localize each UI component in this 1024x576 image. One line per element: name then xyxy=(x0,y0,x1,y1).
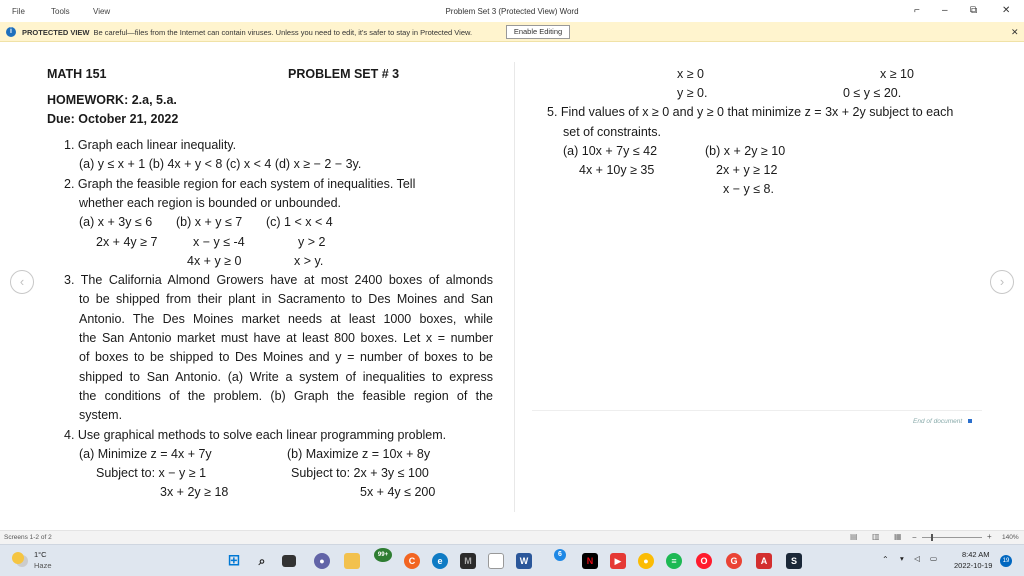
end-marker xyxy=(968,419,972,423)
calculator-icon[interactable] xyxy=(488,553,504,569)
protected-view-bar xyxy=(0,22,1024,42)
problem-2-cont: whether each region is bounded or unbounded. xyxy=(79,196,342,210)
protected-view-message: Be careful—files from the Internet can contain viruses. Unless you need to edit, it's safer to stay in Protected View. xyxy=(93,28,473,37)
problem-5-cont: set of constraints. xyxy=(563,125,661,139)
p5-b-line2: 2x + y ≥ 12 xyxy=(716,163,778,177)
app-icon[interactable]: M xyxy=(460,553,476,569)
screen-count: Screens 1-2 of 2 xyxy=(4,534,52,541)
p4-b-constraint2: 5x + 4y ≤ 200 xyxy=(360,485,436,499)
telegram-icon[interactable]: 6 xyxy=(554,549,566,561)
p2-b-line1: (b) x + y ≤ 7 xyxy=(176,215,243,229)
end-of-document: End of document xyxy=(913,418,972,425)
menu-view[interactable]: View xyxy=(93,7,111,16)
due-date: Due: October 21, 2022 xyxy=(47,112,179,126)
document-area xyxy=(0,42,1024,530)
read-mode-icon[interactable]: ▤ xyxy=(850,532,858,541)
problem-3-line: 3. The California Almond Growers have at most 2400 boxes of almonds xyxy=(64,273,493,287)
temperature[interactable]: 1°C xyxy=(34,550,47,559)
enable-editing-button[interactable]: Enable Editing xyxy=(506,25,570,39)
close-icon[interactable]: ✕ xyxy=(1011,27,1019,37)
problem-4: 4. Use graphical methods to solve each linear programming problem. xyxy=(64,428,447,442)
play-icon[interactable]: ▶ xyxy=(610,553,626,569)
p5-b-line1: (b) x + 2y ≥ 10 xyxy=(705,144,786,158)
opera-icon[interactable]: O xyxy=(696,553,712,569)
problem-1: 1. Graph each linear inequality. xyxy=(64,138,237,152)
p2-a-line1: (a) x + 3y ≤ 6 xyxy=(79,215,153,229)
r-x-ge-10: x ≥ 10 xyxy=(880,67,914,81)
menu-tools[interactable]: Tools xyxy=(51,7,70,16)
p2-c-line1: (c) 1 < x < 4 xyxy=(266,215,333,229)
word-icon[interactable]: W xyxy=(516,553,532,569)
problem-3-line: to be shipped from their plant in Sacramento to Des Moines and San xyxy=(79,292,493,306)
maximize-button[interactable]: ⧉ xyxy=(970,5,978,16)
next-screen-button[interactable]: › xyxy=(990,270,1014,294)
p2-c-line2: y > 2 xyxy=(298,235,326,249)
page-divider xyxy=(514,62,515,512)
problem-3-line: shipped to San Antonio. (a) Write a system of inequalities to express xyxy=(79,370,493,384)
r-x-ge-0: x ≥ 0 xyxy=(677,67,705,81)
pdf-reader-icon[interactable]: A xyxy=(756,553,772,569)
problem-3-line: the conditions of the problem. (b) Graph the feasible region of the xyxy=(79,389,493,403)
p5-a-line2: 4x + 10y ≥ 35 xyxy=(579,163,655,177)
clock-time[interactable]: 8:42 AM xyxy=(962,550,990,559)
steam-icon[interactable]: S xyxy=(786,553,802,569)
zoom-level[interactable]: 140% xyxy=(1002,534,1019,541)
course-title: MATH 151 xyxy=(47,67,107,81)
restore-icon[interactable]: ⌐ xyxy=(914,5,920,16)
zoom-in-button[interactable]: + xyxy=(987,532,992,541)
end-divider xyxy=(532,410,982,411)
print-layout-icon[interactable]: ▥ xyxy=(872,532,880,541)
title-bar xyxy=(0,0,1024,22)
info-icon: i xyxy=(6,27,16,37)
zoom-slider-thumb[interactable] xyxy=(931,534,933,541)
p5-a-line1: (a) 10x + 7y ≤ 42 xyxy=(563,144,658,158)
edge-icon[interactable]: e xyxy=(432,553,448,569)
file-explorer-icon[interactable] xyxy=(344,553,360,569)
google-icon[interactable]: G xyxy=(726,553,742,569)
weather-icon[interactable] xyxy=(12,552,24,564)
battery-icon[interactable]: ▭ xyxy=(930,554,938,563)
chat-icon[interactable]: ● xyxy=(314,553,330,569)
p4-b-constraint1: Subject to: 2x + 3y ≤ 100 xyxy=(291,466,429,480)
problem-3-line: Antonio. The Des Moines market needs at least 1000 boxes, while xyxy=(79,312,493,326)
weather-status[interactable]: Haze xyxy=(34,561,52,570)
protected-view-label: PROTECTED VIEW xyxy=(22,28,90,37)
problem-5: 5. Find values of x ≥ 0 and y ≥ 0 that minimize z = 3x + 2y subject to each xyxy=(547,105,954,119)
minimize-button[interactable]: – xyxy=(942,5,948,16)
netflix-icon[interactable]: N xyxy=(582,553,598,569)
spotify-icon[interactable]: ≡ xyxy=(666,553,682,569)
p2-c-line3: x > y. xyxy=(294,254,324,268)
wifi-icon[interactable]: ▾ xyxy=(900,554,904,563)
p2-a-line2: 2x + 4y ≥ 7 xyxy=(96,235,158,249)
clock-date[interactable]: 2022-10-19 xyxy=(954,561,993,570)
chrome-icon[interactable]: ● xyxy=(638,553,654,569)
status-bar xyxy=(0,530,1024,544)
r-y-ge-0: y ≥ 0. xyxy=(677,86,708,100)
p4-a-objective: (a) Minimize z = 4x + 7y xyxy=(79,447,212,461)
problem-1-parts: (a) y ≤ x + 1 (b) 4x + y < 8 (c) x < 4 (d) x ≥ − 2 − 3y. xyxy=(79,157,362,171)
p4-a-constraint2: 3x + 2y ≥ 18 xyxy=(160,485,229,499)
web-layout-icon[interactable]: ▦ xyxy=(894,532,902,541)
problem-3-line: of boxes to be shipped to Des Moines and y = number of boxes to be xyxy=(79,350,493,364)
problem-3-end: system. xyxy=(79,408,123,422)
prev-screen-button[interactable]: ‹ xyxy=(10,270,34,294)
notification-badge: 99+ xyxy=(374,548,392,562)
problem-3-line: the San Antonio market must have at least 800 boxes. Let x = number xyxy=(79,331,493,345)
p5-b-line3: x − y ≤ 8. xyxy=(723,182,774,196)
p4-b-objective: (b) Maximize z = 10x + 8y xyxy=(287,447,431,461)
problem-set-title: PROBLEM SET # 3 xyxy=(288,67,400,81)
zoom-out-button[interactable]: − xyxy=(912,533,917,542)
volume-icon[interactable]: ◁ xyxy=(914,554,920,563)
task-view-icon[interactable] xyxy=(282,555,296,567)
r-y-range: 0 ≤ y ≤ 20. xyxy=(843,86,902,100)
notification-count[interactable]: 19 xyxy=(1000,555,1012,567)
search-icon[interactable]: ⌕ xyxy=(258,554,266,568)
window-title: Problem Set 3 (Protected View) Word xyxy=(445,7,579,16)
menu-file[interactable]: File xyxy=(12,7,25,16)
windows-start-icon[interactable]: ⊞ xyxy=(227,552,241,569)
problem-2: 2. Graph the feasible region for each system of inequalities. Tell xyxy=(64,177,416,191)
p2-b-line3: 4x + y ≥ 0 xyxy=(187,254,242,268)
homework-line: HOMEWORK: 2.a, 5.a. xyxy=(47,93,177,107)
p4-a-constraint1: Subject to: x − y ≥ 1 xyxy=(96,466,207,480)
taskbar xyxy=(0,544,1024,576)
p2-b-line2: x − y ≤ -4 xyxy=(193,235,245,249)
close-button[interactable]: ✕ xyxy=(1002,5,1011,16)
browser-icon[interactable]: C xyxy=(404,553,420,569)
chevron-up-icon[interactable]: ⌃ xyxy=(882,555,889,564)
